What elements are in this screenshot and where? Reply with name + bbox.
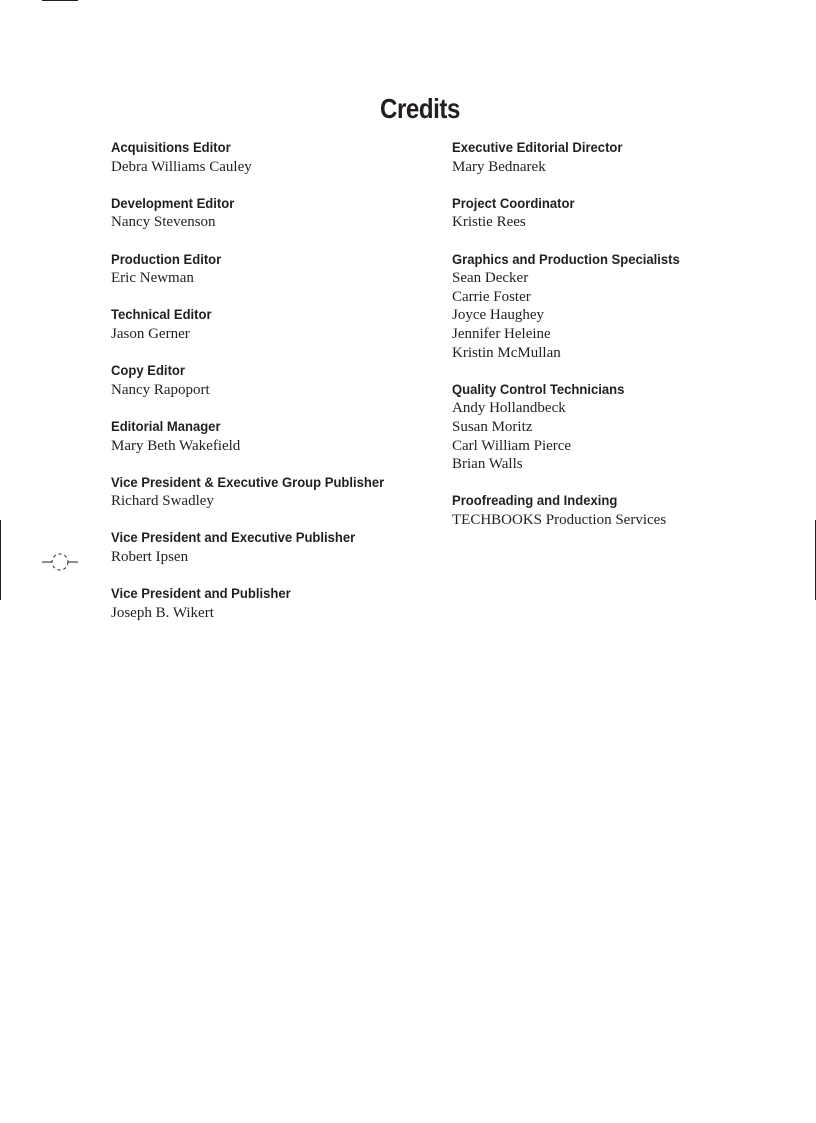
credit-name: Carl William Pierce xyxy=(452,437,572,454)
crop-mark-left xyxy=(0,520,1,600)
credit-entry xyxy=(111,306,431,343)
credit-entry xyxy=(452,492,792,529)
credit-role: Vice President & Executive Group Publisher xyxy=(111,474,385,491)
credits-right-column xyxy=(452,139,792,548)
credit-name: Jennifer Heleine xyxy=(452,325,551,342)
credit-name: Debra Williams Cauley xyxy=(111,158,252,175)
credit-name: Sean Decker xyxy=(452,270,529,287)
credit-name: Kristin McMullan xyxy=(452,344,561,361)
credit-role: Executive Editorial Director xyxy=(452,140,623,156)
credit-role: Acquisitions Editor xyxy=(111,140,231,156)
credit-name: Susan Moritz xyxy=(452,418,533,435)
credit-name: Mary Beth Wakefield xyxy=(111,437,241,454)
credit-name: Nancy Rapoport xyxy=(111,381,210,398)
credit-entry xyxy=(111,251,431,288)
credit-name: Joyce Haughey xyxy=(452,307,545,324)
credit-entry xyxy=(111,474,431,511)
credit-name: Jason Gerner xyxy=(111,325,190,342)
credit-role: Quality Control Technicians xyxy=(452,381,625,398)
page-title: Credits xyxy=(380,93,460,124)
credit-name: Richard Swadley xyxy=(111,493,214,510)
credit-name: Robert Ipsen xyxy=(111,549,189,566)
credit-role: Production Editor xyxy=(111,251,222,268)
credit-entry xyxy=(111,139,431,176)
credit-name: Kristie Rees xyxy=(452,214,526,231)
credit-entry xyxy=(452,195,792,232)
credit-entry xyxy=(452,251,792,363)
credit-role: Copy Editor xyxy=(111,363,185,380)
credit-entry xyxy=(111,362,431,399)
credit-name: Carrie Foster xyxy=(452,288,531,305)
credit-role: Vice President and Executive Publisher xyxy=(111,530,356,547)
credit-role: Editorial Manager xyxy=(111,418,221,435)
credit-name: Eric Newman xyxy=(111,270,194,287)
credit-role: Vice President and Publisher xyxy=(111,586,291,603)
credit-name: Andy Hollandbeck xyxy=(452,400,566,417)
credit-role: Project Coordinator xyxy=(452,195,575,212)
crop-mark-top xyxy=(42,0,78,1)
credit-name: Nancy Stevenson xyxy=(111,214,216,231)
credit-name: Brian Walls xyxy=(452,456,523,473)
credit-name: Mary Bednarek xyxy=(452,158,546,175)
credit-entry xyxy=(452,139,792,176)
credit-name: TECHBOOKS Production Services xyxy=(452,511,667,528)
credit-role: Development Editor xyxy=(111,195,235,212)
credit-entry xyxy=(111,418,431,455)
credit-entry xyxy=(452,381,792,474)
credit-name: Joseph B. Wikert xyxy=(111,604,214,621)
credit-entry xyxy=(111,585,431,622)
credit-entry xyxy=(111,529,431,566)
credit-role: Technical Editor xyxy=(111,307,212,324)
credit-role: Proofreading and Indexing xyxy=(452,493,618,510)
credit-role: Graphics and Production Specialists xyxy=(452,251,680,268)
registration-mark-icon xyxy=(40,548,80,576)
credit-entry xyxy=(111,195,431,232)
credits-left-column xyxy=(111,139,431,641)
